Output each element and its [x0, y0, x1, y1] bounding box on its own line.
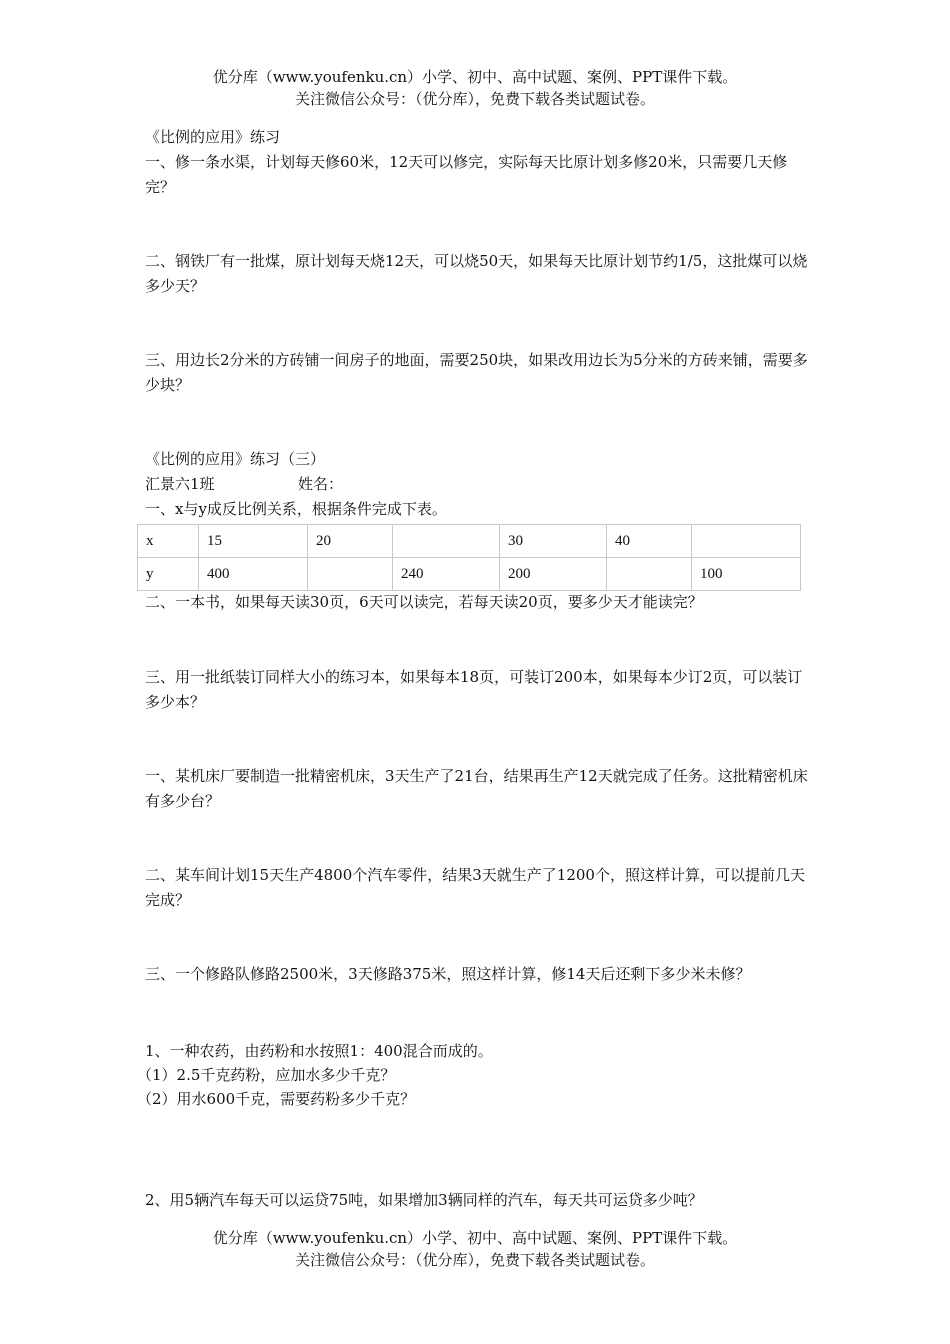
- header-line-1: 优分库（www.youfenku.cn）小学、初中、高中试题、案例、PPT课件下载。: [212, 68, 738, 86]
- section-2-title: 《比例的应用》练习（三）: [145, 450, 326, 468]
- section-1-title: 《比例的应用》练习: [145, 128, 281, 146]
- question-1-2: 二、钢铁厂有一批煤，原计划每天烧12天，可以烧50天，如果每天比原计划节约1/5，这批煤可以烧多少天？: [145, 252, 808, 295]
- table-cell: 400: [199, 558, 308, 591]
- table-row: [138, 525, 801, 558]
- table-cell: 200: [500, 558, 607, 591]
- question-4-1-part-2: （2）用水600千克，需要药粉多少千克？: [137, 1090, 416, 1108]
- table-cell: 30: [500, 525, 607, 558]
- name-label: 姓名：: [298, 475, 344, 493]
- question-3-3: 三、一个修路队修路2500米，3天修路375米，照这样计算，修14天后还剩下多少米未修？: [145, 965, 751, 983]
- question-3-2: 二、某车间计划15天生产4800个汽车零件，结果3天就生产了1200个，照这样计算，可以提前几天完成？: [145, 866, 805, 909]
- question-1-3: 三、用边长2分米的方砖铺一间房子的地面，需要250块，如果改用边长为5分米的方砖来铺，需要多少块？: [145, 351, 808, 394]
- inverse-proportion-table: [137, 524, 801, 591]
- header-line-2: 关注微信公众号：（优分库），免费下载各类试题试卷。: [294, 90, 655, 108]
- question-4-2: 2、用5辆汽车每天可以运贷75吨，如果增加3辆同样的汽车，每天共可运贷多少吨？: [145, 1191, 703, 1209]
- class-label: 汇景六1班: [145, 475, 215, 493]
- table-cell: 100: [692, 558, 801, 591]
- table-cell: x: [138, 525, 199, 558]
- footer-line-1: 优分库（www.youfenku.cn）小学、初中、高中试题、案例、PPT课件下载。: [212, 1229, 738, 1247]
- table-cell: [308, 558, 393, 591]
- question-2-2: 二、一本书，如果每天读30页，6天可以读完，若每天读20页，要多少天才能读完？: [145, 593, 703, 611]
- question-2-1: 一、x与y成反比例关系，根据条件完成下表。: [145, 500, 447, 518]
- table-cell: 240: [393, 558, 500, 591]
- question-4-1-part-1: （1）2.5千克药粉，应加水多少千克？: [137, 1066, 396, 1084]
- table-cell: [607, 558, 692, 591]
- footer-line-2: 关注微信公众号：（优分库），免费下载各类试题试卷。: [294, 1251, 655, 1269]
- table-cell: y: [138, 558, 199, 591]
- table-cell: 20: [308, 525, 393, 558]
- table-cell: [393, 525, 500, 558]
- question-4-1: 1、一种农药，由药粉和水按照1：400混合而成的。: [145, 1042, 493, 1060]
- table-cell: 15: [199, 525, 308, 558]
- question-3-1: 一、某机床厂要制造一批精密机床，3天生产了21台，结果再生产12天就完成了任务。这批精密机床有多少台？: [145, 767, 808, 810]
- question-2-3: 三、用一批纸装订同样大小的练习本，如果每本18页，可装订200本，如果每本少订2页，可以装订多少本？: [145, 668, 803, 711]
- table-cell: 40: [607, 525, 692, 558]
- question-1-1: 一、修一条水渠，计划每天修60米，12天可以修完，实际每天比原计划多修20米，只需要几天修完？: [145, 153, 788, 196]
- table-row: [138, 558, 801, 591]
- table-cell: [692, 525, 801, 558]
